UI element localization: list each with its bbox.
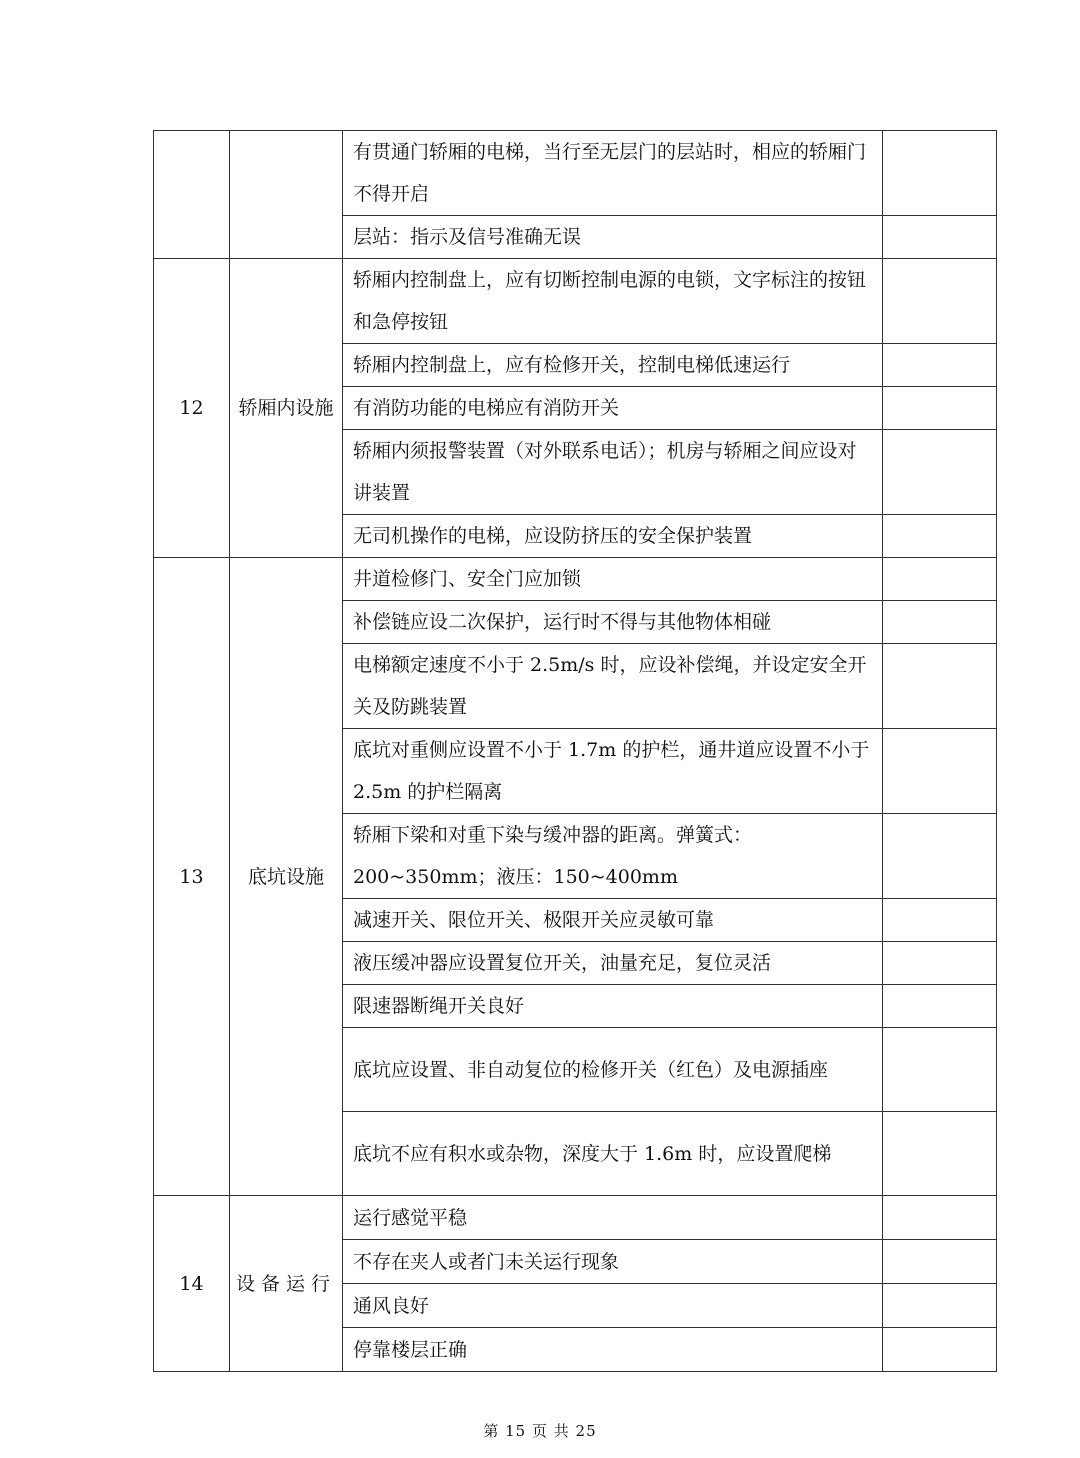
- requirement-cell: 有贯通门轿厢的电梯，当行至无层门的层站时，相应的轿厢门不得开启: [343, 131, 883, 216]
- category-cell: 设备运行: [230, 1196, 343, 1372]
- table-row: [154, 558, 997, 601]
- requirement-cell: 液压缓冲器应设置复位开关，油量充足，复位灵活: [343, 942, 883, 985]
- requirement-cell: 底坑应设置、非自动复位的检修开关（红色）及电源插座: [343, 1028, 883, 1112]
- result-cell[interactable]: [883, 515, 997, 558]
- requirement-cell: 井道检修门、安全门应加锁: [343, 558, 883, 601]
- result-cell[interactable]: [883, 985, 997, 1028]
- requirement-cell: 无司机操作的电梯，应设防挤压的安全保护装置: [343, 515, 883, 558]
- result-cell[interactable]: [883, 216, 997, 259]
- result-cell[interactable]: [883, 1284, 997, 1328]
- result-cell[interactable]: [883, 644, 997, 729]
- requirement-cell: 有消防功能的电梯应有消防开关: [343, 387, 883, 430]
- requirement-cell: 限速器断绳开关良好: [343, 985, 883, 1028]
- result-cell[interactable]: [883, 1112, 997, 1196]
- result-cell[interactable]: [883, 131, 997, 216]
- result-cell[interactable]: [883, 1240, 997, 1284]
- page-footer: 第 15 页 共 25: [483, 1422, 597, 1440]
- item-number-cell: [154, 131, 230, 259]
- result-cell[interactable]: [883, 558, 997, 601]
- result-cell[interactable]: [883, 344, 997, 387]
- item-number-cell: 12: [154, 259, 230, 558]
- requirement-cell: 补偿链应设二次保护，运行时不得与其他物体相碰: [343, 601, 883, 644]
- table-row: [154, 131, 997, 216]
- result-cell[interactable]: [883, 899, 997, 942]
- requirement-cell: 轿厢内控制盘上，应有检修开关，控制电梯低速运行: [343, 344, 883, 387]
- category-cell: 轿厢内设施: [230, 259, 343, 558]
- item-number-cell: 14: [154, 1196, 230, 1372]
- requirement-cell: 运行感觉平稳: [343, 1196, 883, 1240]
- inspection-table: [153, 130, 997, 1372]
- table-row: [154, 259, 997, 344]
- requirement-cell: 不存在夹人或者门未关运行现象: [343, 1240, 883, 1284]
- category-cell: [230, 131, 343, 259]
- result-cell[interactable]: [883, 259, 997, 344]
- requirement-cell: 层站：指示及信号准确无误: [343, 216, 883, 259]
- result-cell[interactable]: [883, 942, 997, 985]
- result-cell[interactable]: [883, 387, 997, 430]
- requirement-cell: 电梯额定速度不小于 2.5m/s 时，应设补偿绳，并设定安全开关及防跳装置: [343, 644, 883, 729]
- result-cell[interactable]: [883, 1328, 997, 1372]
- result-cell[interactable]: [883, 1196, 997, 1240]
- requirement-cell: 底坑不应有积水或杂物，深度大于 1.6m 时，应设置爬梯: [343, 1112, 883, 1196]
- result-cell[interactable]: [883, 729, 997, 814]
- requirement-cell: 通风良好: [343, 1284, 883, 1328]
- result-cell[interactable]: [883, 1028, 997, 1112]
- requirement-cell: 轿厢内须报警装置（对外联系电话）；机房与轿厢之间应设对讲装置: [343, 430, 883, 515]
- requirement-cell: 底坑对重侧应设置不小于 1.7m 的护栏，通井道应设置不小于 2.5m 的护栏隔离: [343, 729, 883, 814]
- result-cell[interactable]: [883, 601, 997, 644]
- requirement-cell: 停靠楼层正确: [343, 1328, 883, 1372]
- result-cell[interactable]: [883, 814, 997, 899]
- category-cell: 底坑设施: [230, 558, 343, 1196]
- requirement-cell: 减速开关、限位开关、极限开关应灵敏可靠: [343, 899, 883, 942]
- item-number-cell: 13: [154, 558, 230, 1196]
- requirement-cell: 轿厢下梁和对重下染与缓冲器的距离。弹簧式：200~350mm；液压：150~400mm: [343, 814, 883, 899]
- table-row: [154, 1196, 997, 1240]
- result-cell[interactable]: [883, 430, 997, 515]
- requirement-cell: 轿厢内控制盘上，应有切断控制电源的电锁，文字标注的按钮和急停按钮: [343, 259, 883, 344]
